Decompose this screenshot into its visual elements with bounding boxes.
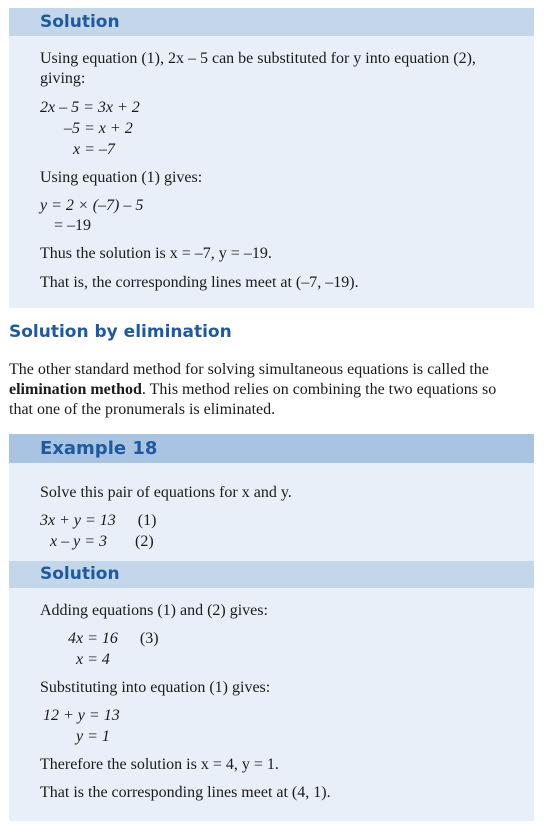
example-eqB xyxy=(50,532,154,552)
para-line2 xyxy=(9,380,534,400)
para-bold-term: elimination method xyxy=(9,381,142,398)
solution2-adding: Adding equations (1) and (2) gives: xyxy=(40,602,268,619)
solution1-intro-line2: giving: xyxy=(40,70,86,87)
example-eqB-tag: (2) xyxy=(135,533,154,550)
section-heading: Solution by elimination xyxy=(9,322,232,342)
solution2-eq1-expr: 4x = 16 xyxy=(68,630,118,647)
solution1-eq2: –5 = x + 2 xyxy=(64,120,133,137)
solution2-eq2: x = 4 xyxy=(76,651,110,668)
solution-header-2: Solution xyxy=(9,561,534,588)
para-line2-rest: . This method relies on combining the two equations so xyxy=(141,381,497,398)
example-eqA-tag: (1) xyxy=(137,512,157,529)
solution1-eq1: 2x – 5 = 3x + 2 xyxy=(40,99,140,116)
solution-box-1 xyxy=(9,8,534,308)
solution2-therefore: Therefore the solution is x = 4, y = 1. xyxy=(40,756,279,773)
solution2-eq4: y = 1 xyxy=(76,728,110,745)
section-paragraph xyxy=(9,360,534,420)
solution2-eq1-tag: (3) xyxy=(139,630,159,647)
solution1-meet: That is, the corresponding lines meet at (–7, –19). xyxy=(40,274,359,291)
solution1-thus: Thus the solution is x = –7, y = –19. xyxy=(40,245,272,262)
solution1-eq5: = –19 xyxy=(54,217,92,234)
example-prompt: Solve this pair of equations for x and y. xyxy=(40,484,292,501)
solution2-eq1 xyxy=(68,629,159,649)
solution2-meet: That is the corresponding lines meet at (4, 1). xyxy=(40,784,331,801)
example-header: Example 18 xyxy=(9,434,534,463)
solution1-using: Using equation (1) gives: xyxy=(40,169,203,186)
solution-header-1: Solution xyxy=(9,8,534,36)
example-box xyxy=(9,434,534,561)
solution1-intro-line1: Using equation (1), 2x – 5 can be substituted for y into equation (2), xyxy=(40,50,476,67)
example-eqA xyxy=(40,511,156,531)
solution1-eq3: x = –7 xyxy=(73,141,115,158)
solution1-eq4: y = 2 × (–7) – 5 xyxy=(40,197,144,214)
solution2-subst: Substituting into equation (1) gives: xyxy=(40,679,271,696)
solution2-eq3: 12 + y = 13 xyxy=(43,707,120,724)
example-eqA-expr: 3x + y = 13 xyxy=(40,512,116,529)
para-line1: The other standard method for solving simultaneous equations is called the xyxy=(9,361,489,378)
para-line3: that one of the pronumerals is eliminated. xyxy=(9,401,276,418)
solution-box-2 xyxy=(9,561,534,821)
example-eqB-expr: x – y = 3 xyxy=(50,533,107,550)
